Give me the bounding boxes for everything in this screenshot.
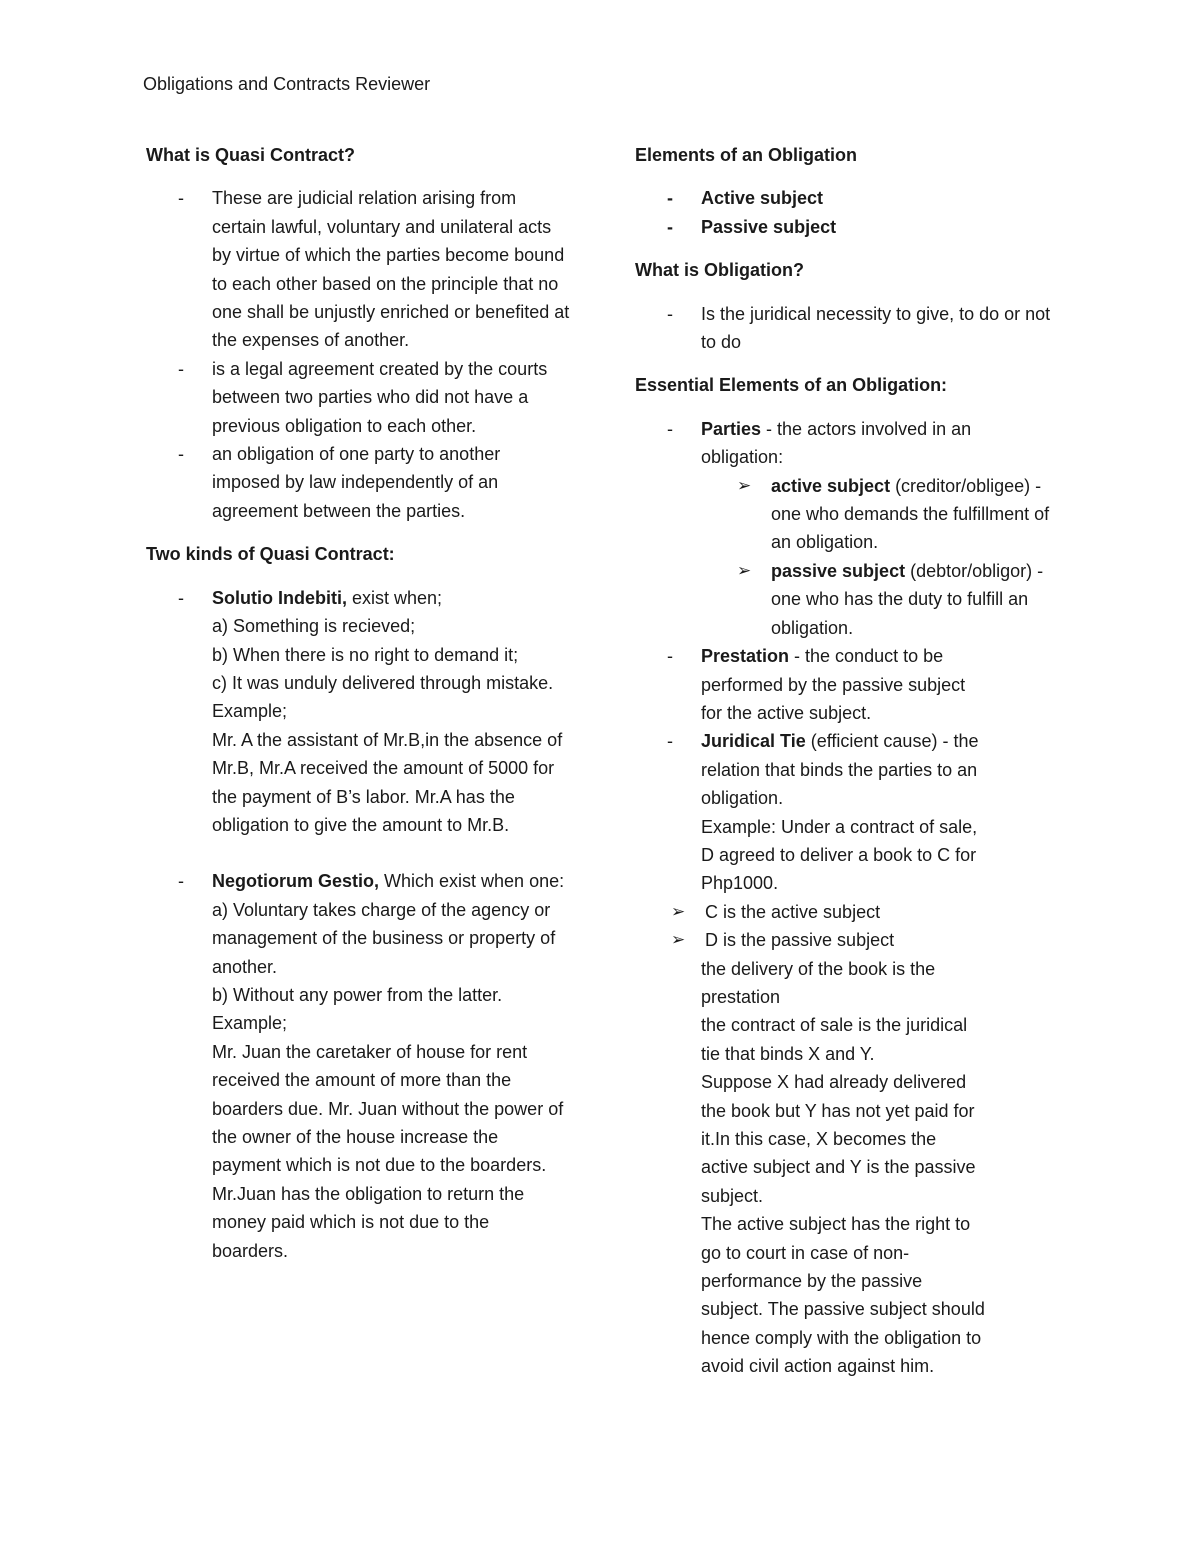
list-item: - Is the juridical necessity to give, to do or not to do xyxy=(635,300,1085,357)
solutio-c: c) It was unduly delivered through mistake. xyxy=(212,672,554,693)
solutio-intro: exist when; xyxy=(346,587,443,608)
juridical-tie-p4: The active subject has the right to go to court in case of non-performance by the passive subject. The passive subject should hence comply with the obligation to avoid civil action against him. xyxy=(701,1214,985,1377)
list-item xyxy=(701,557,1065,642)
juridical-tie-desc: (efficient cause) - the relation that binds the parties to an obligation. xyxy=(701,731,979,809)
list-item: - is a legal agreement created by the courts between two parties who did not have a previous obligation to each other. xyxy=(146,355,586,440)
passive-subject-desc: (debtor/obligor) - one who has the duty to fulfill an obligation. xyxy=(771,560,1044,638)
list-item xyxy=(701,472,1065,557)
solutio-indebiti-item xyxy=(146,584,586,868)
solutio-example-label: Example; xyxy=(212,701,288,722)
negotiorum-b: b) Without any power from the latter. xyxy=(212,984,503,1005)
elements-list xyxy=(635,184,1085,241)
obligation-heading: What is Obligation? xyxy=(635,260,804,281)
prestation-desc: - the conduct to be performed by the passive subject for the active subject. xyxy=(701,646,966,723)
juridical-tie-example: Example: Under a contract of sale, D agreed to deliver a book to C for Php1000. xyxy=(701,816,978,894)
prestation-term: Prestation xyxy=(701,646,790,667)
juridical-tie-term: Juridical Tie xyxy=(701,731,806,752)
negotiorum-example-text: Mr. Juan the caretaker of house for rent received the amount of more than the boarders due. Mr. Juan without the power of the owner of the house increase the payment which is not due to the boarders. Mr.Juan has the obligation to return the money paid which is not due to the boarders. xyxy=(212,1041,564,1261)
juridical-tie-p2: the contract of sale is the juridical tie that binds X and Y. xyxy=(701,1015,968,1064)
list-item: - These are judicial relation arising from certain lawful, voluntary and unilateral acts by virtue of which the parties become bound to each other based on the principle that no one shall be unjustly enriched or benefited at the expenses of another. xyxy=(146,184,586,354)
parties-sublist xyxy=(701,472,1065,642)
quasi-contract-heading: What is Quasi Contract? xyxy=(146,145,356,165)
negotiorum-a: a) Voluntary takes charge of the agency or management of the business or property of another. xyxy=(212,899,556,977)
solutio-term: Solutio Indebiti, xyxy=(212,587,347,608)
juridical-tie-p1: the delivery of the book is the prestation xyxy=(701,958,936,1007)
juridical-tie-sublist xyxy=(635,898,1085,955)
quasi-contract-list xyxy=(146,184,586,525)
juridical-tie-p3: Suppose X had already delivered the book but Y has not yet paid for it.In this case, X becomes the active subject and Y is the passive subject. xyxy=(701,1072,976,1206)
list-item: ➢ C is the active subject xyxy=(635,898,1085,926)
elements-heading: Elements of an Obligation xyxy=(635,145,858,165)
negotiorum-intro: Which exist when one: xyxy=(379,871,565,892)
active-subject-term: active subject xyxy=(771,475,891,496)
list-item: ➢ D is the passive subject xyxy=(635,926,1085,954)
obligation-list xyxy=(635,300,1085,357)
document-header: Obligations and Contracts Reviewer xyxy=(143,74,431,94)
list-item: - an obligation of one party to another imposed by law independently of an agreement between the parties. xyxy=(146,440,586,525)
right-column xyxy=(635,141,1085,1396)
solutio-example-text: Mr. A the assistant of Mr.B,in the absence of Mr.B, Mr.A received the amount of 5000 for the payment of B’s labor. Mr.A has the obligation to give the amount to Mr.B. xyxy=(212,729,563,835)
essential-elements-heading: Essential Elements of an Obligation: xyxy=(635,375,948,396)
quasi-kinds-heading: Two kinds of Quasi Contract: xyxy=(146,544,395,565)
list-item: - Passive subject xyxy=(635,213,1085,241)
negotiorum-term: Negotiorum Gestio, xyxy=(212,871,380,892)
parties-term: Parties xyxy=(701,418,762,439)
prestation-item xyxy=(635,642,1085,727)
essential-elements-list-cont xyxy=(635,642,1085,1381)
solutio-b: b) When there is no right to demand it; xyxy=(212,644,519,665)
active-subject-desc: (creditor/obligee) - one who demands the fulfillment of an obligation. xyxy=(771,475,1050,553)
essential-elements-list xyxy=(635,415,1085,472)
list-item: - Active subject xyxy=(635,184,1085,212)
juridical-tie-item xyxy=(635,727,1085,1380)
solutio-a: a) Something is recieved; xyxy=(212,616,416,637)
negotiorum-gestio-item xyxy=(146,867,586,1265)
left-column xyxy=(146,141,586,1280)
quasi-kinds-list xyxy=(146,584,586,1265)
parties-item xyxy=(635,415,1085,472)
negotiorum-example-label: Example; xyxy=(212,1013,288,1034)
passive-subject-term: passive subject xyxy=(771,560,906,581)
parties-desc: - the actors involved in an obligation: xyxy=(701,418,972,468)
